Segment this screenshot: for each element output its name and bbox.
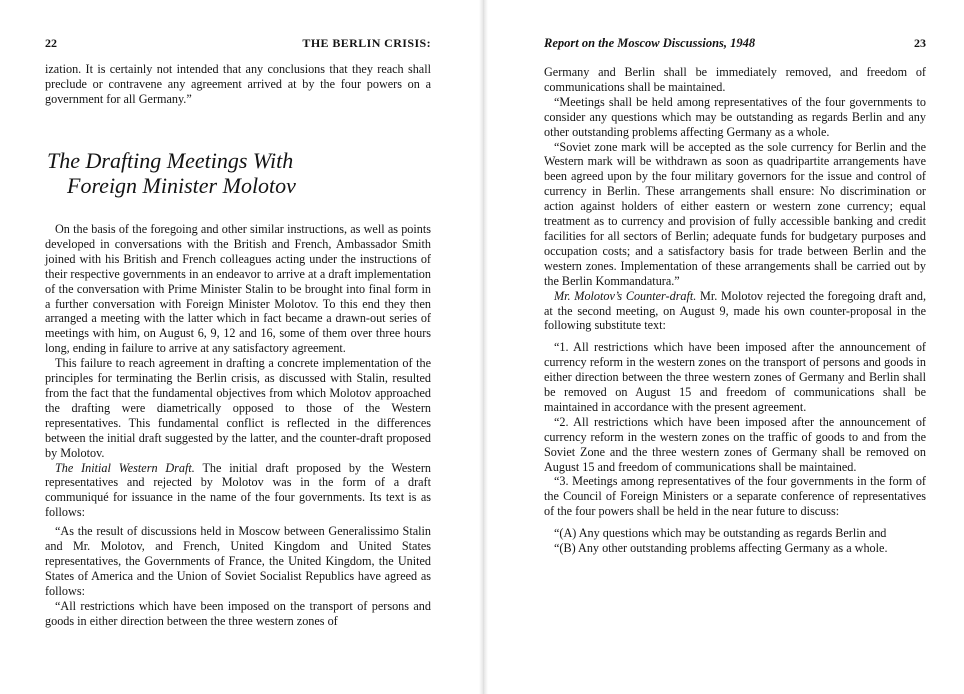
left-continuation-block [45,62,431,107]
section-title-line-2: Foreign Minister Molotov [67,173,296,198]
right-paragraph-2: “Soviet zone mark will be accepted as the sole currency for Berlin and the Western mark will be withdrawn as soon as quadripartite arrangements have been agreed upon by the four military governors for the issue and control of currency in Berlin. These arrangements shall ensure: No discrimination or action against holders of either eastern or western zone currency; equal treatment as to currency and provision of fully accessible banking and credit facilities for all sectors of Berlin; adequate funds for budgetary purposes and occupation costs; and a satisfactory basis for trade between Berlin and the western zones. Implementation of these arrangements shall be carried out by the Berlin Kommandatura.” [544,139,926,288]
section-title [45,148,431,198]
left-running-head: THE BERLIN CRISIS: [302,36,431,50]
counter-draft-item-2: “2. All restrictions which have been imposed after the announcement of currency reform in the western zones on the traffic of goods to and from the Soviet Zone and the three western zones of Germany shall be removed on August 15 and freedom of communications shall be maintained. [544,414,926,474]
left-paragraph-1: On the basis of the foregoing and other similar instructions, as well as points developed in conversations with the British and French, Ambassador Smith joined with his British and French colleagues acting under the instructions of their respective governments in an endeavor to arrive at a draft implementation of the conversation with Prime Minister Stalin to be brought into final form in a further conversation with Foreign Minister Molotov. To this end they then arranged a meeting with the latter which in fact became a drawn-out series of meetings with him, on August 6, 9, 12 and 16, some of them over three hours long, ending in failure to arrive at any satisfactory agreement. [45,222,431,356]
section-title-line-1: The Drafting Meetings With [47,148,294,173]
right-body-text [544,65,926,556]
counter-draft-item-3: “3. Meetings among representatives of the four governments in the form of the Council of Foreign Ministers or a separate conference of representatives of the four powers shall be held in the near future to discuss: [544,474,926,519]
left-quote-1: “As the result of discussions held in Moscow between Generalissimo Stalin and Mr. Molotov, and French, United Kingdom and United States representatives, the Governments of France, the United Kingdom, the United States of America and the Union of Soviet Socialist Republics have agreed as follows: [45,524,431,598]
left-paragraph-3 [45,461,431,521]
book-gutter [479,0,488,694]
right-page-header [544,36,926,52]
left-continuation-text: ization. It is certainly not intended that any conclusions that they reach shall preclude or contravene any agreement arrived at by the four powers on a government for all Germany.” [45,62,431,106]
left-paragraph-2: This failure to reach agreement in drafting a concrete implementation of the principles for terminating the Berlin crisis, as discussed with Stalin, resulted from the fact that the fundamental objectives from which Molotov approached the drafting were diametrically opposed to those of the Western representatives. This fundamental conflict is reflected in the differences between the initial draft suggested by the latter, and the counter-draft proposed by Molotov. [45,356,431,460]
counter-draft-item-a: “(A) Any questions which may be outstanding as regards Berlin and [554,526,887,541]
left-paragraph-3-text: The initial draft proposed by the Western representatives and rejected by Molotov was in the form of a draft communiqué for issuance in the name of the four governments. Its text is as follows: [45,460,431,520]
right-running-head: Report on the Moscow Discussions, 1948 [544,36,756,50]
counter-draft-item-b: “(B) Any other outstanding problems affecting Germany as a whole. [554,541,888,556]
left-page-header [45,36,431,52]
left-quote-2: “All restrictions which have been imposed on the transport of persons and goods in either direction between the three western zones of [45,598,431,628]
right-page-number: 23 [914,36,926,50]
right-paragraph-1: “Meetings shall be held among representatives of the four governments to consider any questions which may be outstanding as regards Berlin and any other outstanding problems affecting Germany as a whole. [544,94,926,139]
counter-draft-item-1: “1. All restrictions which have been imposed after the announcement of currency reform in the western zones on the transport of persons and goods in either direction between the three western zones of Germany and Berlin shall be removed on August 15 and freedom of communications shall be maintained in accordance with the present agreement. [544,340,926,414]
right-continuation-text: Germany and Berlin shall be immediately removed, and freedom of communications shall be maintained. [544,65,926,94]
right-paragraph-3-text: Mr. Molotov rejected the foregoing draft and, at the second meeting, on August 9, made his own counter-proposal in the following substitute text: [544,288,926,333]
left-page-number: 22 [45,36,57,50]
initial-western-draft-title: The Initial Western Draft. [55,460,195,475]
counter-draft-title: Mr. Molotov’s Counter-draft. [554,288,697,303]
right-paragraph-3 [544,289,926,334]
left-body-text [45,222,431,628]
